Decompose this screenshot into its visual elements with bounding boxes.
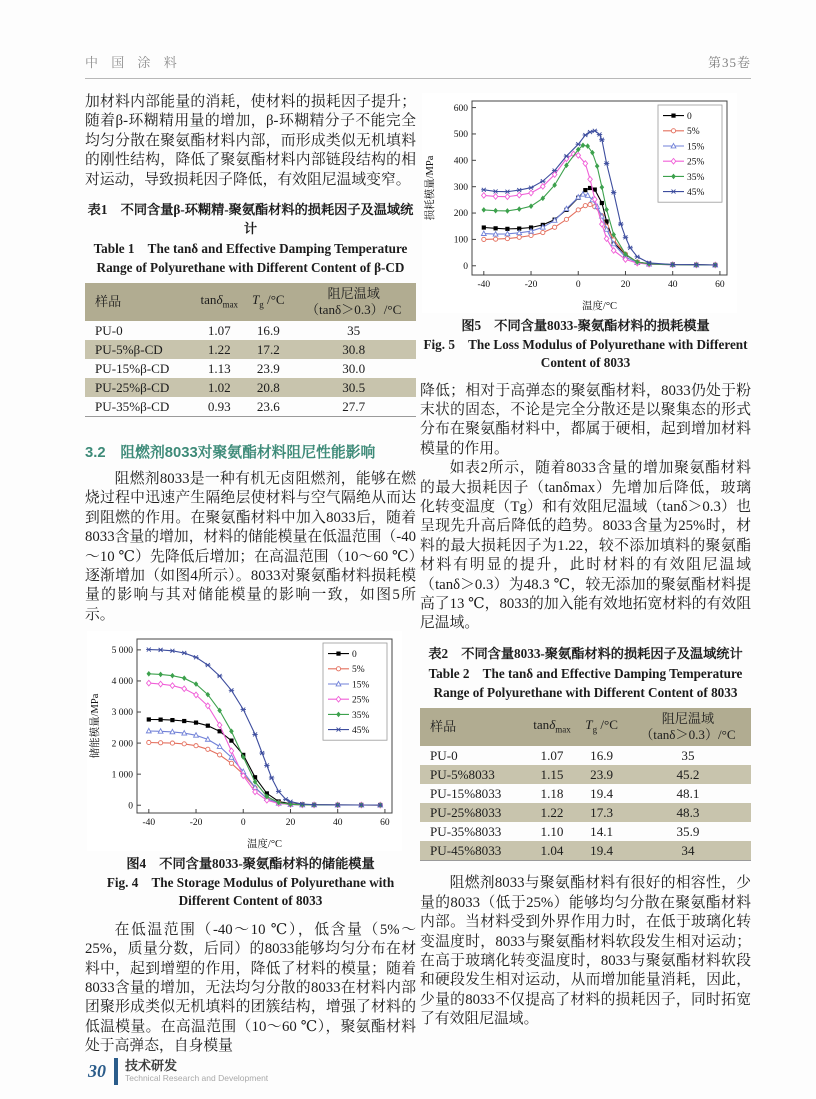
chart-svg	[422, 93, 737, 313]
table1	[85, 283, 416, 417]
table-cell: PU-5%β-CD	[85, 340, 193, 359]
paragraph-section: 阻燃剂8033是一种有机无卤阻燃剂，能够在燃烧过程中迅速产生隔绝层使材料与空气隔绝从而达到阻燃的作用。在聚氨酯材料中加入8033后，随着8033含量的增加，材料的储能模量在低温范围（-40～10 ℃）先降低后增加；在高温范围（10～60 ℃）逐渐增加（如图4所示）。8033对聚氨酯材料损耗模量的影响与其对储能模量的影响一致，如图5所示。	[85, 471, 416, 623]
table-cell: PU-15%β-CD	[95, 360, 170, 376]
svg-text:-40: -40	[142, 818, 156, 829]
table-cell: 1.02	[193, 378, 245, 397]
svg-text:45%: 45%	[687, 188, 705, 198]
figure4	[85, 631, 416, 911]
svg-text:200: 200	[453, 209, 468, 220]
svg-text:4 000: 4 000	[111, 677, 133, 688]
right-column	[420, 93, 751, 1030]
table-cell: 27.7	[342, 398, 366, 414]
column-header: 样品	[420, 708, 526, 746]
figure5-caption-en: Fig. 5 The Loss Modulus of Polyurethane with Different Content of 8033	[423, 336, 748, 370]
svg-text:35%: 35%	[352, 711, 370, 722]
svg-text:300: 300	[453, 182, 468, 193]
figure4-chart	[87, 631, 416, 851]
section-heading-3-2: 3.2 阻燃剂8033对聚氨酯材料阻尼性能影响	[85, 445, 376, 462]
figure4-caption-cn: 图4 不同含量8033-聚氨酯材料的储能模量	[126, 856, 375, 872]
svg-text:0: 0	[240, 818, 246, 829]
page-footer	[88, 1058, 268, 1085]
table-cell: 19.4	[590, 785, 614, 801]
table-cell: 1.04	[526, 841, 579, 861]
svg-text:35%: 35%	[687, 172, 705, 183]
svg-text:20: 20	[285, 818, 296, 829]
table-cell: 19.4	[578, 841, 625, 861]
table-cell: 1.10	[540, 823, 564, 839]
table-cell: 35	[347, 322, 361, 338]
table2	[420, 708, 751, 861]
svg-text:0: 0	[128, 801, 133, 812]
table-row	[420, 784, 751, 803]
column-header: $T_g$ /°C	[578, 708, 625, 746]
table-row	[85, 397, 416, 417]
svg-text:60: 60	[380, 818, 390, 829]
svg-text:温度/°C: 温度/°C	[581, 301, 618, 312]
table-cell: PU-25%8033	[420, 803, 526, 822]
svg-text:0: 0	[463, 261, 468, 272]
table-cell: 16.9	[256, 322, 280, 338]
svg-text:600: 600	[453, 103, 468, 114]
svg-text:-40: -40	[477, 280, 491, 290]
table-row	[420, 822, 751, 841]
figure5-caption-cn: 图5 不同含量8033-聚氨酯材料的损耗模量	[461, 318, 710, 333]
svg-text:-20: -20	[524, 280, 538, 290]
table-row	[420, 765, 751, 784]
figure4-caption-en: Fig. 4 The Storage Modulus of Polyurethane with Different Content of 8033	[106, 874, 395, 909]
page-number: 30	[88, 1061, 106, 1081]
table-cell: 48.3	[625, 803, 751, 822]
figure5	[420, 93, 751, 373]
journal-title: 中 国 涂 料	[85, 55, 182, 70]
table2-caption-cn: 表2 不同含量8033-聚氨酯材料的损耗因子及温域统计	[428, 645, 743, 661]
svg-text:5%: 5%	[687, 127, 700, 138]
svg-text:45%: 45%	[352, 726, 370, 737]
table-cell: 0.93	[207, 398, 231, 414]
svg-text:5 000: 5 000	[111, 646, 133, 657]
svg-text:40: 40	[332, 818, 343, 829]
svg-text:20: 20	[620, 280, 631, 290]
column-header: tanδ$_{max}$	[526, 708, 579, 746]
data-table	[85, 283, 416, 417]
svg-text:损耗模量/MPa: 损耗模量/MPa	[425, 155, 436, 221]
column-header: 阻尼温域 （tanδ＞0.3）/°C	[291, 283, 416, 321]
table-cell: 17.2	[245, 340, 291, 359]
table-row	[85, 378, 416, 397]
column-header: 样品	[85, 283, 193, 321]
footer-section-cn: 技术研发	[125, 1058, 178, 1073]
svg-text:15%: 15%	[687, 142, 705, 153]
table-row	[85, 321, 416, 340]
table-cell: 1.22	[193, 340, 245, 359]
table-cell: 1.15	[526, 765, 579, 784]
figure5-chart	[422, 93, 751, 313]
table-cell: PU-0	[430, 747, 458, 763]
table-cell: 23.6	[256, 398, 280, 414]
table-cell: PU-15%8033	[430, 785, 502, 801]
svg-text:0: 0	[687, 112, 692, 122]
paragraph-compatibility: 阻燃剂8033与聚氨酯材料有很好的相容性，少量的8033（低于25%）能够均匀分散在聚氨酯材料内部。当材料受到外界作用力时，在低于玻璃化转变温度时，8033与聚氨酯材料软段发生相对运动；在高于玻璃化转变温度时，8033与聚氨酯材料软段和硬段发生相对运动，从而增加能量消耗，因此，少量的8033不仅提高了材料的损耗因子，同时拓宽了有效阻尼温域。	[420, 875, 751, 1028]
table-cell: 45.2	[625, 765, 751, 784]
table1-caption-en: Table 1 The tanδ and Effective Damping Temperature Range of Polyurethane with Different Content of β-CD	[93, 241, 408, 275]
svg-text:25%: 25%	[687, 157, 705, 168]
svg-text:储能模量/MPa: 储能模量/MPa	[90, 693, 101, 759]
svg-text:25%: 25%	[352, 695, 370, 706]
svg-text:0: 0	[575, 280, 581, 290]
page-header	[85, 52, 751, 79]
svg-text:500: 500	[453, 130, 468, 141]
svg-text:60: 60	[715, 280, 725, 290]
table-cell: 1.13	[207, 360, 231, 376]
svg-text:2 000: 2 000	[111, 739, 133, 750]
svg-text:40: 40	[667, 280, 678, 290]
table-cell: 30.5	[291, 378, 416, 397]
svg-text:0: 0	[352, 650, 357, 661]
svg-text:1 000: 1 000	[111, 770, 133, 781]
table-row	[420, 841, 751, 861]
chart-svg	[87, 631, 402, 851]
svg-text:100: 100	[453, 235, 468, 246]
table-cell: PU-35%8033	[430, 823, 502, 839]
column-header: $T_g$ /°C	[245, 283, 291, 321]
table-cell: 30.8	[291, 340, 416, 359]
table-cell: 16.9	[590, 747, 614, 763]
column-header: tanδ$_{max}$	[193, 283, 245, 321]
table-cell: 23.9	[578, 765, 625, 784]
svg-text:5%: 5%	[352, 665, 365, 676]
svg-text:-20: -20	[189, 818, 203, 829]
table1-caption-cn: 表1 不同含量β-环糊精-聚氨酯材料的损耗因子及温域统计	[87, 202, 414, 236]
table-cell: PU-35%β-CD	[95, 398, 170, 414]
table-cell: PU-0	[95, 322, 123, 338]
paragraph-continuation: 降低；相对于高弹态的聚氨酯材料，8033仍处于粉末状的固态，不论是完全分散还是以聚集态的形式分布在聚氨酯材料中，都属于硬相，起到增加材料模量的作用。	[420, 382, 751, 457]
paragraph-low-temp: 在低温范围（-40～10 ℃），低含量（5%～25%，质量分数，后同）的8033能够均匀分布在材料中，起到增塑的作用，降低了材料的模量；随着8033含量的增加，无法均匀分散的8033在材料内部团聚形成类似无机填料的团簇结构，增强了材料的低温模量。在高温范围（10～60 ℃），聚氨酯材料处于高弹态，自身模量	[85, 921, 416, 1055]
table-cell: 1.07	[207, 322, 231, 338]
table-row	[420, 803, 751, 822]
table2-caption-en: Table 2 The tanδ and Effective Damping Temperature Range of Polyurethane with Different Content of 8033	[428, 666, 743, 700]
paragraph-intro: 加材料内部能量的消耗，使材料的损耗因子提升；随着β-环糊精用量的增加，β-环糊精分子不能完全均匀分散在聚氨酯材料内部，而形成类似无机填料的刚性结构，降低了聚氨酯材料内部链段结构的相对运动，导致损耗因子降低，有效阻尼温域变窄。	[85, 94, 416, 188]
table-cell: 1.07	[540, 747, 564, 763]
table-cell: PU-45%8033	[420, 841, 526, 861]
table-row	[85, 359, 416, 378]
svg-text:400: 400	[453, 156, 468, 167]
table-cell: 23.9	[256, 360, 280, 376]
table-cell: 17.3	[578, 803, 625, 822]
table-row	[85, 340, 416, 359]
footer-divider-bar	[114, 1058, 118, 1085]
table-cell: 20.8	[245, 378, 291, 397]
svg-text:3 000: 3 000	[111, 708, 133, 719]
left-column	[85, 93, 416, 1057]
data-table	[420, 708, 751, 861]
table-cell: 30.0	[342, 360, 366, 376]
table-cell: 1.22	[526, 803, 579, 822]
table-cell: 1.18	[540, 785, 564, 801]
column-header: 阻尼温域 （tanδ＞0.3）/°C	[625, 708, 751, 746]
table-cell: PU-5%8033	[420, 765, 526, 784]
table-cell: PU-25%β-CD	[85, 378, 193, 397]
paragraph-table2-discussion: 如表2所示，随着8033含量的增加聚氨酯材料的最大损耗因子（tanδmax）先增加后降低，玻璃化转变温度（Tg）和有效阻尼温域（tanδ＞0.3）也呈现先升高后降低的趋势。8033含量为25%时，材料的最大损耗因子为1.22，较不添加填料的聚氨酯材料有明显的提升，此时材料的有效阻尼温域（tanδ＞0.3）为48.3 ℃，较无添加的聚氨酯材料提高了13 ℃，8033的加入能有效地拓宽材料的有效阻尼温域。	[420, 460, 751, 632]
table-cell: 14.1	[590, 823, 614, 839]
footer-section-en: Technical Research and Development	[125, 1073, 269, 1083]
svg-text:15%: 15%	[352, 680, 370, 691]
svg-text:温度/°C: 温度/°C	[246, 839, 283, 851]
table-cell: 48.1	[676, 785, 700, 801]
table-cell: 34	[625, 841, 751, 861]
table-cell: 35.9	[676, 823, 700, 839]
table-row	[420, 746, 751, 765]
table-cell: 35	[681, 747, 695, 763]
volume-number: 第35卷	[707, 55, 751, 70]
